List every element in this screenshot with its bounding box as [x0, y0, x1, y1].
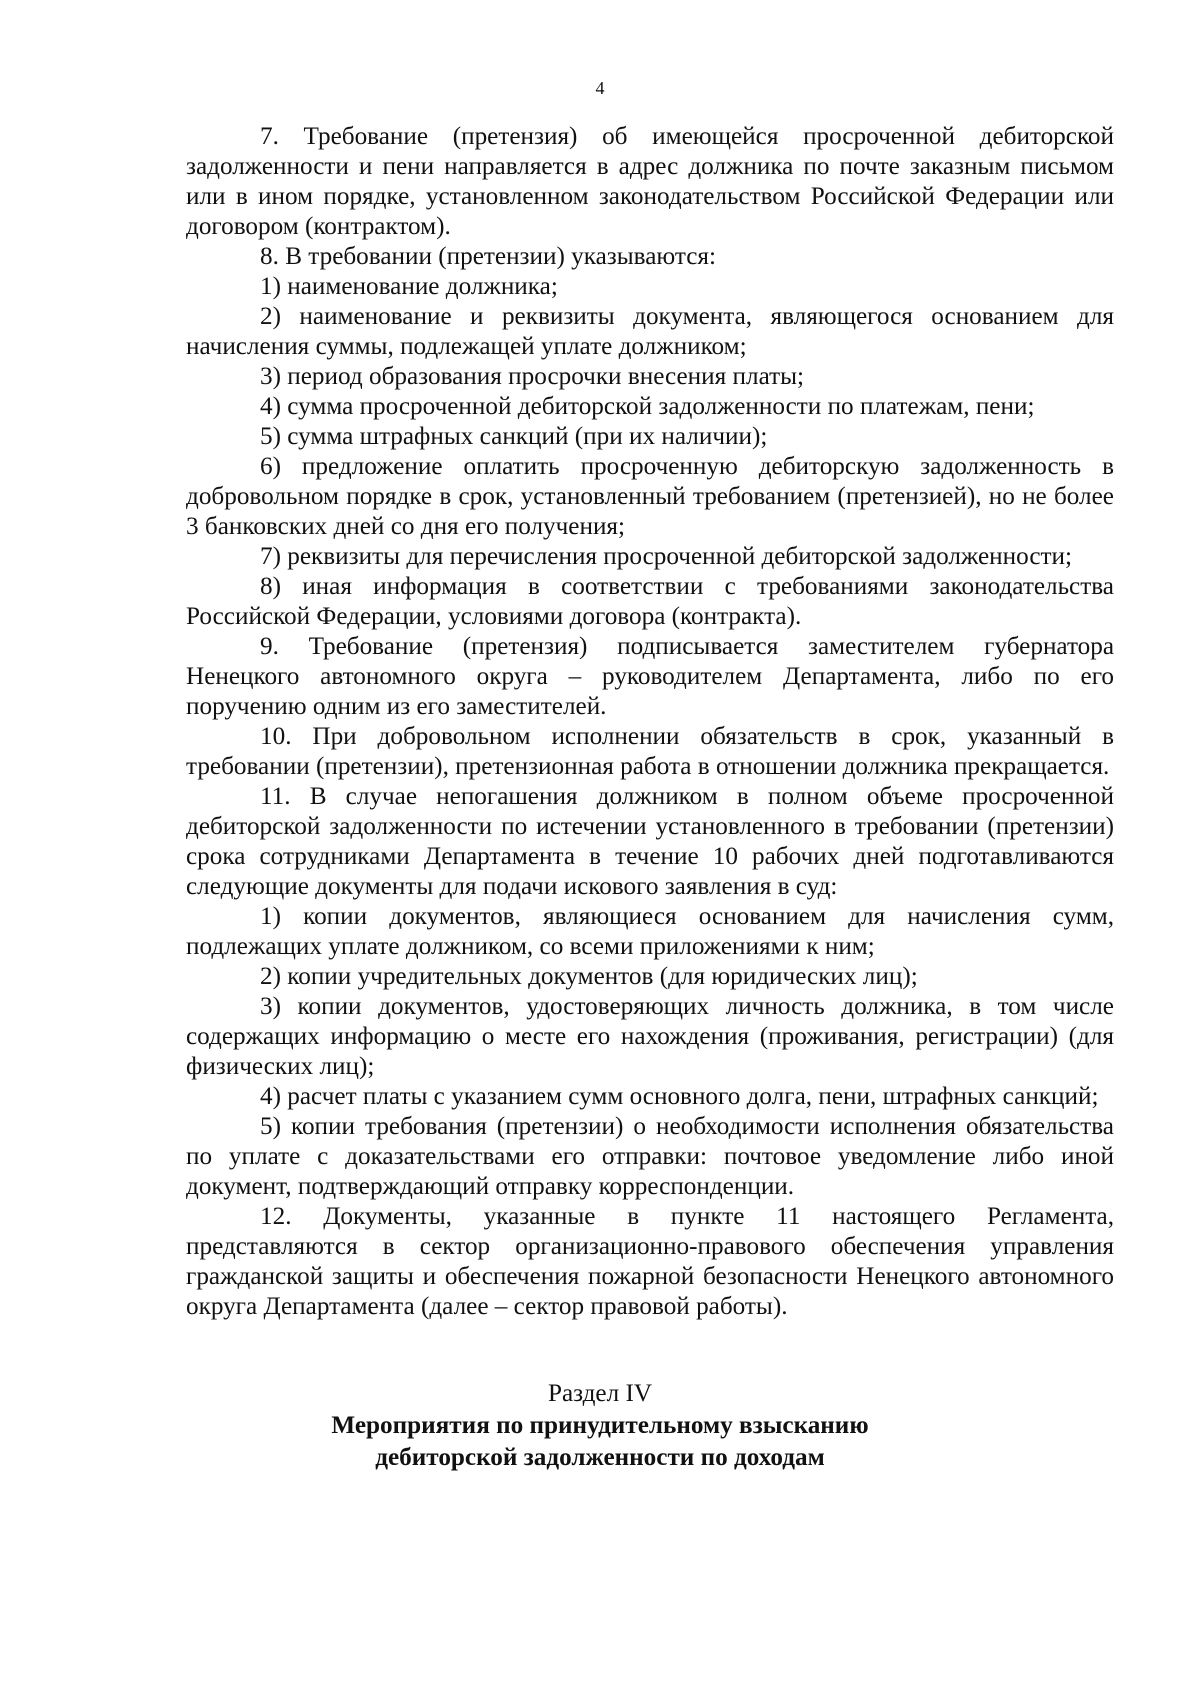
- paragraph-10: 10. При добровольном исполнении обязательств в срок, указанный в требовании (претензии), претензионная работа в отношении должника прекращается.: [186, 723, 1114, 780]
- list-item-8-5: 5) сумма штрафных санкций (при их наличии);: [260, 423, 768, 450]
- list-item-11-2: 2) копии учредительных документов (для юридических лиц);: [260, 963, 918, 990]
- paragraph-8: 8. В требовании (претензии) указываются:: [260, 243, 716, 270]
- paragraph-11: 11. В случае непогашения должником в полном объеме просроченной дебиторской задолженности по истечении установленного в требовании (претензии) срока сотрудниками Департамента в течение 10 рабочих дней подготавливаются следующие документы для подачи искового заявления в суд:: [186, 783, 1114, 900]
- section-number: Раздел IV: [547, 1380, 653, 1407]
- section-title-line-1: Мероприятия по принудительному взысканию: [331, 1412, 869, 1439]
- paragraph-12: 12. Документы, указанные в пункте 11 настоящего Регламента, представляются в сектор организационно-правового обеспечения управления гражданской защиты и обеспечения пожарной безопасности Ненецкого автономного округа Департамента (далее – сектор правовой работы).: [186, 1203, 1114, 1320]
- list-item-8-1: 1) наименование должника;: [260, 273, 558, 300]
- list-item-8-8: 8) иная информация в соответствии с требованиями законодательства Российской Федерации, условиями договора (контракта).: [186, 573, 1114, 630]
- paragraph-7: 7. Требование (претензия) об имеющейся просроченной дебиторской задолженности и пени направляется в адрес должника по почте заказным письмом или в ином порядке, установленном законодательством Российской Федерации или договором (контрактом).: [186, 123, 1114, 240]
- list-item-11-1: 1) копии документов, являющиеся основанием для начисления сумм, подлежащих уплате должником, со всеми приложениями к ним;: [186, 903, 1114, 960]
- list-item-11-5: 5) копии требования (претензии) о необходимости исполнения обязательства по уплате с доказательствами его отправки: почтовое уведомление либо иной документ, подтверждающий отправку корреспонденции.: [186, 1113, 1114, 1200]
- document-body: [186, 122, 1114, 1322]
- section-title: [0, 1410, 1200, 1474]
- list-item-8-4: 4) сумма просроченной дебиторской задолженности по платежам, пени;: [260, 393, 1035, 420]
- section-title-line-2: дебиторской задолженности по доходам: [375, 1444, 825, 1471]
- list-item-8-6: 6) предложение оплатить просроченную дебиторскую задолженность в добровольном порядке в срок, установленный требованием (претензией), но не более 3 банковских дней со дня его получения;: [186, 453, 1114, 540]
- list-item-8-7: 7) реквизиты для перечисления просроченной дебиторской задолженности;: [260, 543, 1073, 570]
- list-item-11-4: 4) расчет платы с указанием сумм основного долга, пени, штрафных санкций;: [260, 1083, 1099, 1110]
- list-item-8-3: 3) период образования просрочки внесения платы;: [260, 363, 805, 390]
- list-item-11-3: 3) копии документов, удостоверяющих личность должника, в том числе содержащих информацию о месте его нахождения (проживания, регистрации) (для физических лиц);: [186, 993, 1114, 1080]
- list-item-8-2: 2) наименование и реквизиты документа, являющегося основанием для начисления суммы, подлежащей уплате должником;: [186, 303, 1114, 360]
- page-number: 4: [595, 78, 605, 98]
- paragraph-9: 9. Требование (претензия) подписывается заместителем губернатора Ненецкого автономного округа – руководителем Департамента, либо по его поручению одним из его заместителей.: [186, 633, 1114, 720]
